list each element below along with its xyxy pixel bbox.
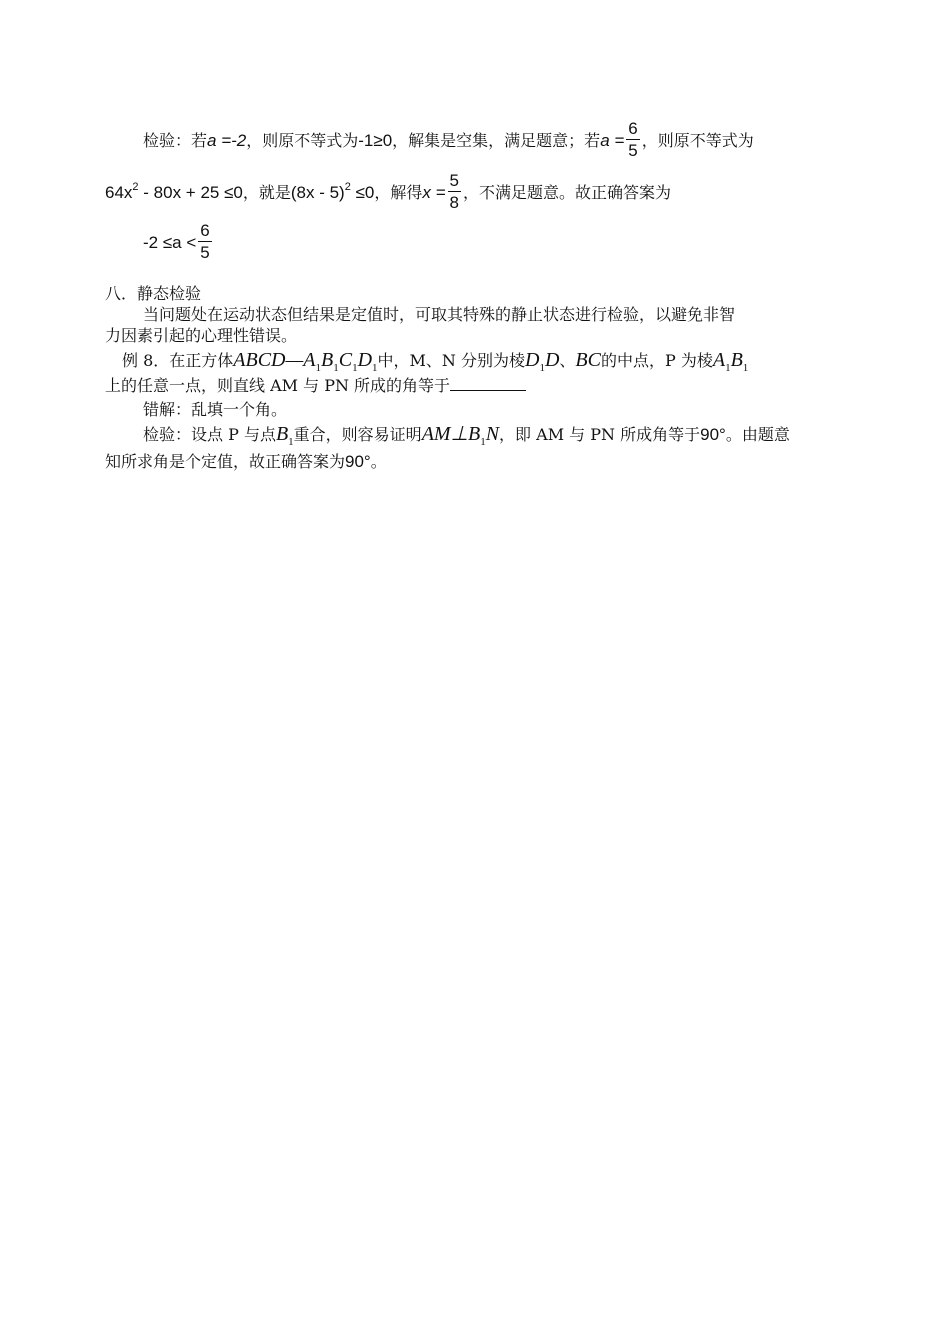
check-text: ，解得	[374, 183, 423, 202]
answer-line	[143, 222, 214, 265]
polynomial-expr	[105, 183, 243, 202]
expr-part: D	[357, 349, 373, 371]
edge-bc: BC	[575, 349, 601, 371]
section-paragraph-line-1: 当问题处在运动状态但结果是定值时，可取其特殊的静止状态进行检验，以避免非智	[143, 305, 736, 324]
fraction-numerator: 6	[628, 119, 638, 138]
check-text: ，不满足题意。故正确答案为	[463, 183, 672, 202]
wrong-solution: 错解：乱填一个角。	[143, 400, 288, 419]
subscript: 1	[539, 362, 545, 374]
expr-part: 64x	[105, 183, 133, 202]
angle-value: 90°	[345, 452, 371, 471]
example-lead: 例 8．在正方体	[122, 351, 234, 370]
exponent: 2	[344, 181, 351, 193]
subscript: 1	[742, 362, 749, 374]
point-b1	[275, 423, 294, 448]
example-text: 、	[559, 351, 576, 370]
subscript: 1	[352, 362, 358, 374]
angle-value: 90°	[700, 425, 726, 444]
example-8-line-2	[105, 376, 526, 396]
check-text: ，就是	[242, 183, 291, 202]
edge-d1d	[525, 349, 560, 374]
expr-part: D	[525, 349, 540, 371]
a-equals-expr: a =-2	[207, 131, 247, 150]
check-text: 知所求角是个定值，故正确答案为	[105, 452, 346, 471]
check-lead: 检验：若	[143, 131, 208, 150]
edge-a1b1	[712, 349, 749, 374]
expr-part: (8x - 5)	[290, 183, 345, 202]
square-expr	[291, 183, 374, 202]
fraction-denominator: 5	[628, 141, 638, 160]
expr-part: ≤0	[350, 183, 375, 202]
check-8-line-1	[143, 424, 790, 447]
section-heading: 八．静态检验	[105, 284, 202, 303]
fraction-denominator: 5	[200, 243, 210, 262]
subscript: 1	[725, 362, 731, 374]
check-text: ，则原不等式为	[246, 131, 359, 150]
check-text: ，解集是空集，满足题意；若	[392, 131, 601, 150]
cube-expr	[233, 349, 378, 374]
answer-inequality: -2 ≤a <	[143, 233, 197, 252]
expr-part: B	[730, 349, 743, 371]
check-text: 重合，则容易证明	[293, 425, 422, 444]
expr-part: B	[275, 423, 289, 445]
fraction-numerator: 6	[200, 221, 210, 240]
example-text: 中，M、N 分别为棱	[377, 351, 525, 370]
subscript: 1	[480, 436, 486, 448]
x-equals-expr: x =	[422, 183, 446, 202]
example-text: 上的任意一点，则直线 AM 与 PN 所成的角等于	[105, 376, 451, 395]
section-paragraph-line-2: 力因素引起的心理性错误。	[105, 326, 298, 345]
check-8-line-2	[105, 452, 387, 472]
check-text: 检验：设点 P 与点	[143, 425, 276, 444]
example-8-line-1	[122, 350, 748, 373]
subscript: 1	[372, 362, 378, 374]
expr-part: C	[338, 349, 353, 371]
expr-part: ABCD—A	[233, 349, 316, 371]
subscript: 1	[333, 362, 339, 374]
expr-part: N	[485, 423, 500, 445]
subscript: 1	[315, 362, 321, 374]
check-text: ，即 AM 与 PN 所成角等于	[499, 425, 701, 444]
expr-part: A	[712, 349, 726, 371]
expr-part: - 80x + 25 ≤0	[138, 183, 243, 202]
expr-part: D	[544, 349, 560, 371]
perpendicular-expr	[421, 423, 500, 448]
check-text: 。由题意	[725, 425, 790, 444]
fraction-6-5	[626, 118, 639, 161]
expr-part: B	[321, 349, 334, 371]
fraction-numerator: 5	[449, 171, 459, 190]
expr-part: AM⊥B	[421, 423, 481, 445]
check-line-1	[143, 120, 754, 163]
fraction-5-8	[448, 170, 461, 213]
subscript: 1	[288, 436, 294, 448]
fraction-denominator: 8	[449, 193, 459, 212]
check-line-2	[105, 172, 671, 215]
example-text: 的中点，P 为棱	[600, 351, 713, 370]
answer-blank	[450, 376, 526, 391]
inequality-expr: -1≥0	[358, 131, 393, 150]
a-equals-expr-2: a =	[600, 131, 625, 150]
check-text: 。	[370, 452, 387, 471]
check-text: ，则原不等式为	[641, 131, 754, 150]
exponent: 2	[132, 181, 139, 193]
fraction-6-5-answer	[198, 220, 211, 263]
